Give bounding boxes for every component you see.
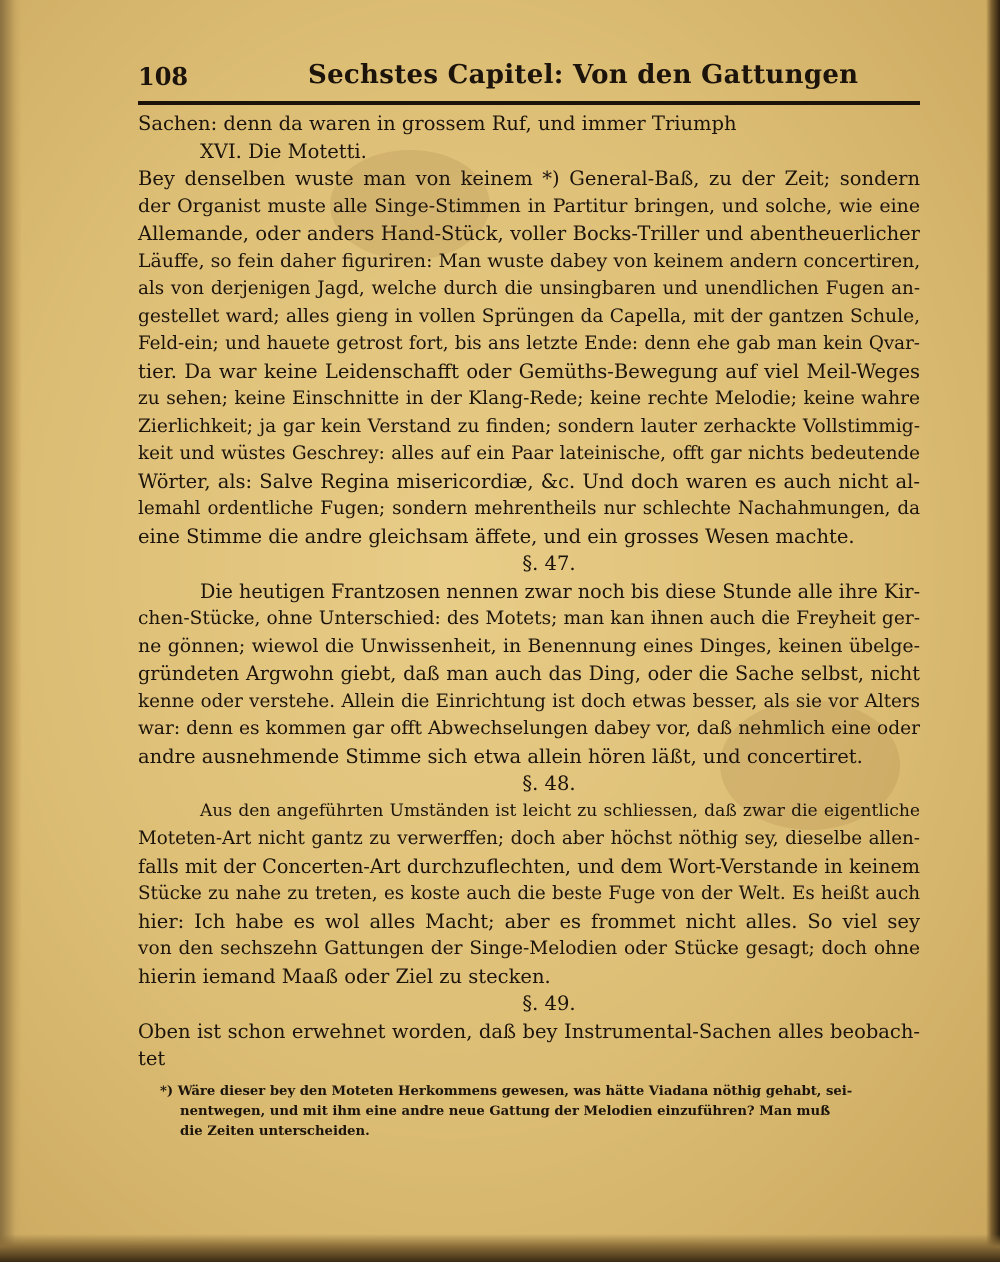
- text-line: tier. Da war keine Leidenschafft oder Gemüths-Bewegung auf viel Meil-Weges: [138, 359, 920, 383]
- text-line: andre ausnehmende Stimme sich etwa allein hören läßt, und concertiret.: [138, 744, 863, 768]
- header-rule: [138, 101, 920, 105]
- text-line: zu sehen; keine Einschnitte in der Klang-Rede; keine rechte Melodie; keine wahre: [138, 388, 920, 409]
- text-line: der Organist muste alle Singe-Stimmen in Partitur bringen, und solche, wie eine: [138, 194, 920, 217]
- text-line: als von derjenigen Jagd, welche durch die unsingbaren und unendlichen Fugen an-: [138, 278, 920, 299]
- text-line: gründeten Argwohn giebt, daß man auch das Ding, oder die Sache selbst, nicht: [138, 662, 920, 685]
- text-line: lemahl ordentliche Fugen; sondern mehrentheils nur schlechte Nachahmungen, da: [138, 498, 920, 519]
- text-line: Bey denselben wuste man von keinem *) General-Baß, zu der Zeit; sondern: [138, 167, 920, 190]
- footnote-line: die Zeiten unterscheiden.: [180, 1124, 370, 1139]
- section-number: §. 47.: [522, 552, 576, 575]
- text-line: Feld-ein; und hauete getrost fort, bis ans letzte Ende: denn ehe gab man kein Qvar-: [138, 333, 920, 354]
- text-line: hier: Ich habe es wol alles Macht; aber es frommet nicht alles. So viel sey: [138, 909, 920, 933]
- text-line: Stücke zu nahe zu treten, es koste auch die beste Fuge von der Welt. Es heißt auch: [138, 883, 920, 904]
- text-line: Wörter, als: Salve Regina misericordiæ, &c. Und doch waren es auch nicht al-: [138, 469, 920, 493]
- text-line: Zierlichkeit; ja gar kein Verstand zu finden; sondern lauter zerhackte Vollstimmig-: [138, 415, 920, 437]
- section-heading: XVI. Die Motetti.: [200, 139, 367, 163]
- text-line: war: denn es kommen gar offt Abwechselungen dabey vor, daß nehmlich eine oder: [138, 718, 920, 739]
- text-line: Die heutigen Frantzosen nennen zwar noch bis diese Stunde alle ihre Kir-: [200, 579, 921, 603]
- page-number: 108: [138, 62, 189, 91]
- footnote: [160, 1082, 922, 1142]
- footnote-line: nentwegen, und mit ihm eine andre neue Gattung der Melodien einzuführen? Man muß: [180, 1104, 831, 1119]
- text-line: Läuffe, so fein daher figuriren: Man wuste dabey von keinem andern concertiren,: [138, 249, 921, 272]
- text-line: falls mit der Concerten-Art durchzuflechten, und dem Wort-Verstande in keinem: [138, 854, 920, 878]
- main-text: [138, 110, 920, 1073]
- text-line: chen-Stücke, ohne Unterschied: des Motets; man kan ihnen auch die Freyheit ger-: [138, 608, 920, 629]
- text-line: Moteten-Art nicht gantz zu verwerffen; doch aber höchst nöthig sey, dieselbe allen-: [138, 828, 920, 849]
- page-bottom-edge: [0, 1234, 1000, 1262]
- text-line: keit und wüstes Geschrey: alles auf ein Paar lateinische, offt gar nichts bedeutende: [138, 443, 920, 464]
- running-title: Sechstes Capitel: Von den Gattungen: [308, 60, 859, 90]
- text-line: kenne oder verstehe. Allein die Einrichtung ist doch etwas besser, als sie vor Alters: [138, 690, 920, 712]
- section-number: §. 49.: [522, 992, 576, 1015]
- text-line: von den sechszehn Gattungen der Singe-Melodien oder Stücke gesagt; doch ohne: [138, 938, 920, 959]
- footnote-line: *) Wäre dieser bey den Moteten Herkommens gewesen, was hätte Viadana nöthig gehabt, sei-: [160, 1084, 853, 1099]
- text-line: hierin iemand Maaß oder Ziel zu stecken.: [138, 964, 551, 988]
- text-line: eine Stimme die andre gleichsam äffete, und ein grosses Wesen machte.: [138, 524, 855, 548]
- text-line: Oben ist schon erwehnet worden, daß bey Instrumental-Sachen alles beobach-: [138, 1019, 920, 1043]
- page-header: [138, 60, 918, 98]
- page-left-edge: [0, 0, 22, 1262]
- text-line: gestellet ward; alles gieng in vollen Sprüngen da Capella, mit der gantzen Schule,: [138, 305, 920, 327]
- catchword: tet: [138, 1047, 166, 1070]
- text-line: Allemande, oder anders Hand-Stück, voller Bocks-Triller und abentheuerlicher: [138, 222, 920, 245]
- text-line: ne gönnen; wiewol die Unwissenheit, in Benennung eines Dinges, keinen übelge-: [138, 634, 920, 657]
- page-right-edge: [986, 0, 1000, 1262]
- section-number: §. 48.: [522, 772, 576, 795]
- text-line: Sachen: denn da waren in grossem Ruf, und immer Triumph: [138, 112, 737, 135]
- text-line: Aus den angeführten Umständen ist leicht zu schliessen, daß zwar die eigentliche: [200, 800, 920, 821]
